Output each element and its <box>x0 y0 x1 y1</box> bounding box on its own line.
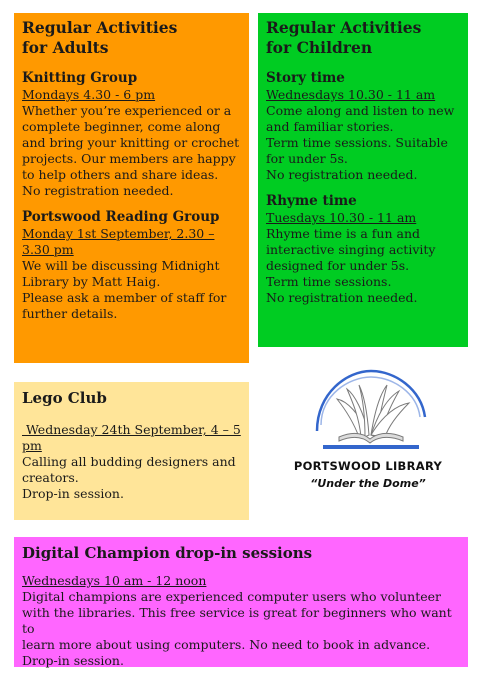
rhyme-desc-line: interactive singing activity <box>266 242 436 257</box>
rhyme-time-schedule: Tuesdays 10.30 - 11 am <box>266 210 417 225</box>
knitting-desc-line: projects. Our members are happy <box>22 151 236 166</box>
digital-desc-line: learn more about using computers. No need to book in advance. <box>22 637 431 652</box>
digital-desc-line: with the libraries. This free service is great for beginners who want to <box>22 605 452 636</box>
rhyme-time-title: Rhyme time <box>266 193 357 209</box>
knitting-group-schedule: Mondays 4.30 - 6 pm <box>22 87 156 102</box>
reading-group-title: Portswood Reading Group <box>22 209 220 225</box>
reading-group-schedule-line1: Monday 1st September, 2.30 – <box>22 226 215 241</box>
open-book <box>337 385 409 443</box>
knitting-desc-line: to help others and share ideas. <box>22 167 219 182</box>
rhyme-desc-line: No registration needed. <box>266 290 418 305</box>
story-desc-line: Come along and listen to new <box>266 103 455 118</box>
portswood-library-logo <box>268 365 468 505</box>
story-desc-line: Term time sessions. Suitable <box>266 135 448 150</box>
story-time-title: Story time <box>266 70 345 86</box>
dome-arc <box>317 371 425 431</box>
children-activities-box <box>258 13 468 347</box>
lego-club-schedule-line2: pm <box>22 438 42 453</box>
reading-desc-line: further details. <box>22 306 118 321</box>
children-box-title-line2: for Children <box>266 38 373 57</box>
story-time-schedule: Wednesdays 10.30 - 11 am <box>266 87 436 102</box>
story-desc-line: for under 5s. <box>266 151 348 166</box>
logo-library-name: PORTSWOOD LIBRARY <box>293 459 443 473</box>
digital-champion-title: Digital Champion drop-in sessions <box>22 544 313 562</box>
dome-book-icon <box>303 365 433 457</box>
rhyme-desc-line: Term time sessions. <box>266 274 392 289</box>
lego-club-title: Lego Club <box>22 389 107 407</box>
digital-champion-schedule: Wednesdays 10 am - 12 noon <box>22 573 207 588</box>
adults-box-title-line2: for Adults <box>22 38 109 57</box>
knitting-desc-line: No registration needed. <box>22 183 174 198</box>
rhyme-desc-line: designed for under 5s. <box>266 258 410 273</box>
story-desc-line: No registration needed. <box>266 167 418 182</box>
adults-activities-box <box>14 13 249 363</box>
knitting-group-title: Knitting Group <box>22 70 138 86</box>
reading-group-schedule-line2: 3.30 pm <box>22 242 74 257</box>
reading-desc-line: We will be discussing Midnight <box>22 258 220 273</box>
lego-club-schedule-line1: Wednesday 24th September, 4 – 5 <box>22 422 241 437</box>
story-desc-line: and familiar stories. <box>266 119 394 134</box>
digital-desc-line: Digital champions are experienced computer users who volunteer <box>22 589 441 604</box>
knitting-desc-line: complete beginner, come along <box>22 119 221 134</box>
adults-box-title-line1: Regular Activities <box>22 18 178 37</box>
knitting-desc-line: Whether you’re experienced or a <box>22 103 232 118</box>
lego-desc-line: Drop-in session. <box>22 486 124 501</box>
story-time-section <box>266 70 460 183</box>
lego-desc-line: creators. <box>22 470 79 485</box>
knitting-desc-line: and bring your knitting or crochet <box>22 135 240 150</box>
book-shelf-line <box>323 445 419 449</box>
digital-champion-box <box>14 537 468 667</box>
reading-group-section <box>22 209 241 322</box>
rhyme-time-section <box>266 193 460 306</box>
lego-desc-line: Calling all budding designers and <box>22 454 236 469</box>
reading-desc-line: Please ask a member of staff for <box>22 290 227 305</box>
knitting-group-section <box>22 70 241 199</box>
rhyme-desc-line: Rhyme time is a fun and <box>266 226 421 241</box>
digital-desc-line: Drop-in session. <box>22 653 124 668</box>
lego-club-box <box>14 382 249 520</box>
children-box-title-line1: Regular Activities <box>266 18 422 37</box>
reading-desc-line: Library by Matt Haig. <box>22 274 161 289</box>
logo-tagline: “Under the Dome” <box>310 477 426 490</box>
